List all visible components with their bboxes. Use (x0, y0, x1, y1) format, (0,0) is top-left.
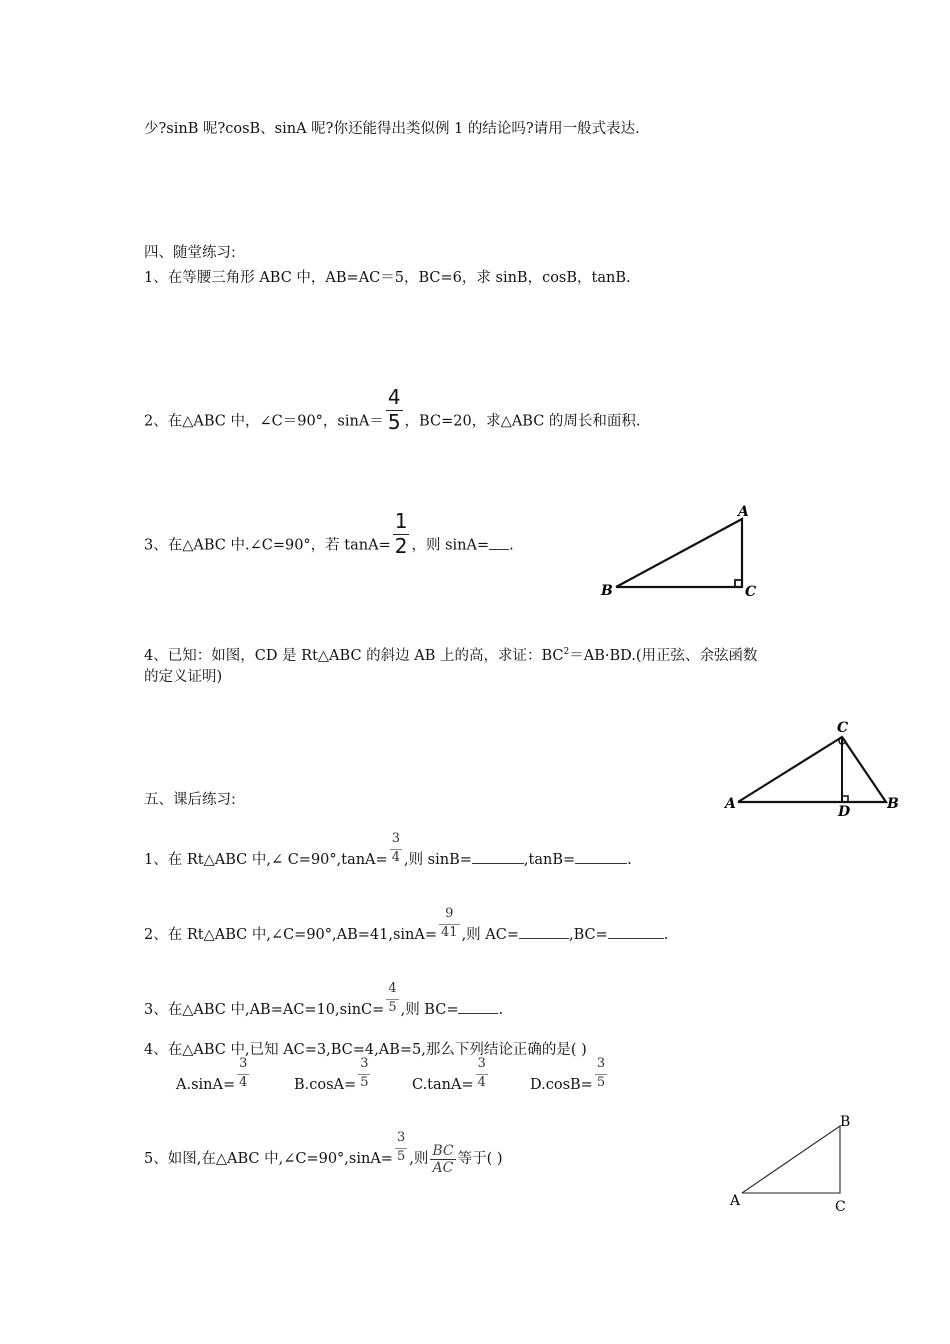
q3-text-end: . (509, 537, 514, 554)
section5-q4: 4、在△ABC 中,已知 AC=3,BC=4,AB=5,那么下列结论正确的是( ) (144, 1042, 587, 1058)
superscript: 2 (563, 647, 570, 657)
option-d[interactable] (530, 1056, 648, 1102)
q1-text-mid: ,tanB= (523, 852, 576, 868)
option-label: D.cosB= (530, 1077, 593, 1093)
q5-text-before: 5、如图,在△ABC 中,∠C=90°,sinA= (144, 1151, 393, 1167)
fraction-numerator: 3 (358, 1056, 370, 1075)
fraction-numerator: 3 (237, 1056, 249, 1075)
option-fraction (358, 1056, 370, 1090)
q1-text-end: . (627, 852, 632, 868)
section4-q1: 1、在等腰三角形 ABC 中，AB=AC＝5，BC=6，求 sinB，cosB，tanB. (144, 270, 631, 286)
vertex-label-b: B (840, 1114, 851, 1130)
option-fraction (476, 1056, 488, 1090)
fraction-bc-ac (430, 1143, 455, 1176)
section4-q4-line2: 的定义证明) (144, 669, 223, 685)
fraction-denominator: 5 (387, 410, 401, 434)
q4-text-before: 4、已知：如图，CD 是 Rt△ABC 的斜边 AB 上的高，求证：BC (144, 647, 564, 664)
section5-q3 (144, 981, 504, 1027)
fraction-denominator: 41 (441, 925, 458, 940)
option-c[interactable] (412, 1056, 530, 1102)
answer-blank[interactable] (489, 549, 509, 550)
option-fraction (237, 1056, 249, 1090)
fraction-numerator: 3 (390, 831, 402, 850)
section5-q2 (144, 906, 669, 952)
option-fraction (595, 1056, 607, 1090)
fraction-9-41 (439, 906, 460, 940)
fraction-denominator: 2 (394, 534, 408, 558)
fraction-denominator: 4 (477, 1075, 486, 1090)
answer-blank-AC[interactable] (519, 938, 569, 939)
fraction-denominator: 5 (388, 1000, 397, 1015)
vertex-label-a: A (730, 1193, 741, 1209)
section5-q5 (144, 1130, 503, 1176)
fraction-denominator: AC (432, 1159, 454, 1176)
q3-text-before: 3、在△ABC 中,AB=AC=10,sinC= (144, 1002, 385, 1018)
fraction-denominator: 5 (360, 1075, 369, 1090)
answer-blank-sinB[interactable] (472, 863, 524, 864)
vertex-label-b: B (887, 796, 899, 812)
fraction-3-5 (395, 1130, 407, 1164)
fraction-denominator: 4 (391, 850, 400, 865)
triangle-figure-3 (724, 1108, 860, 1218)
option-a[interactable] (176, 1056, 294, 1102)
triangle-outline (742, 1126, 840, 1193)
answer-blank-tanB[interactable] (575, 863, 627, 864)
vertex-label-a: A (738, 504, 749, 520)
intro-text: 少?sinB 呢?cosB、sinA 呢?你还能得出类似例 1 的结论吗?请用一般式表达. (144, 121, 640, 137)
fraction-numerator: 4 (387, 385, 401, 409)
fraction-denominator: 5 (396, 1149, 406, 1164)
q3-text-after: ,则 BC= (400, 1002, 459, 1018)
section4-q2 (144, 385, 641, 445)
vertex-label-c: C (835, 1199, 846, 1215)
fraction-4-5 (386, 981, 398, 1015)
fraction-numerator: BC (432, 1142, 454, 1159)
vertex-label-b: B (601, 583, 613, 599)
triangle-outline (738, 737, 886, 802)
section4-q3 (144, 509, 514, 569)
q3-text-before: 3、在△ABC 中.∠C=90°，若 tanA= (144, 537, 391, 554)
option-label: C.tanA= (412, 1077, 474, 1093)
vertex-label-d: D (838, 804, 851, 820)
q4-text-after: ＝AB·BD.(用正弦、余弦函数 (569, 647, 758, 664)
q3-text-after: ，则 sinA= (411, 537, 490, 554)
fraction-denominator: 5 (596, 1075, 606, 1090)
q2-text-end: . (663, 927, 669, 943)
fraction-1-2 (393, 510, 410, 557)
vertex-label-a: A (725, 796, 736, 812)
q3-text-end: . (498, 1002, 504, 1018)
section5-q1 (144, 831, 632, 877)
triangle-figure-1 (598, 500, 762, 602)
triangle-outline (616, 519, 742, 587)
triangle-figure-2 (722, 716, 906, 820)
q2-text-after: ,则 AC= (461, 927, 520, 943)
fraction-numerator: 9 (439, 906, 460, 925)
q2-text-before: 2、在△ABC 中，∠C＝90°，sinA＝ (144, 413, 384, 430)
section4-q4 (144, 642, 758, 666)
fraction-3-4 (390, 831, 402, 865)
fraction-numerator: 1 (394, 509, 408, 533)
q1-text-before: 1、在 Rt△ABC 中,∠ C=90°,tanA= (144, 852, 388, 868)
fraction-4-5 (386, 386, 403, 433)
section4-heading: 四、随堂练习: (144, 245, 236, 261)
q5-text-after: 等于( ) (457, 1151, 503, 1167)
fraction-denominator: 4 (239, 1075, 248, 1090)
fraction-numerator: 3 (476, 1056, 488, 1075)
section5-heading: 五、课后练习: (144, 792, 236, 808)
section5-q4-options (176, 1056, 648, 1102)
option-b[interactable] (294, 1056, 412, 1102)
fraction-numerator: 4 (386, 981, 398, 1000)
q2-text-after: ，BC=20，求△ABC 的周长和面积. (404, 413, 641, 430)
vertex-label-c: C (745, 584, 757, 600)
option-label: B.cosA= (294, 1077, 357, 1093)
answer-blank-BC[interactable] (608, 938, 664, 939)
fraction-numerator: 3 (595, 1056, 607, 1075)
q2-text-mid: ,BC= (569, 927, 608, 943)
fraction-numerator: 3 (395, 1130, 407, 1149)
option-label: A.sinA= (176, 1077, 236, 1093)
q2-text-before: 2、在 Rt△ABC 中,∠C=90°,AB=41,sinA= (144, 927, 438, 943)
q5-text-mid: ,则 (409, 1151, 429, 1167)
vertex-label-c: C (837, 720, 849, 736)
answer-blank-BC[interactable] (458, 1013, 498, 1014)
q1-text-after: ,则 sinB= (403, 852, 472, 868)
